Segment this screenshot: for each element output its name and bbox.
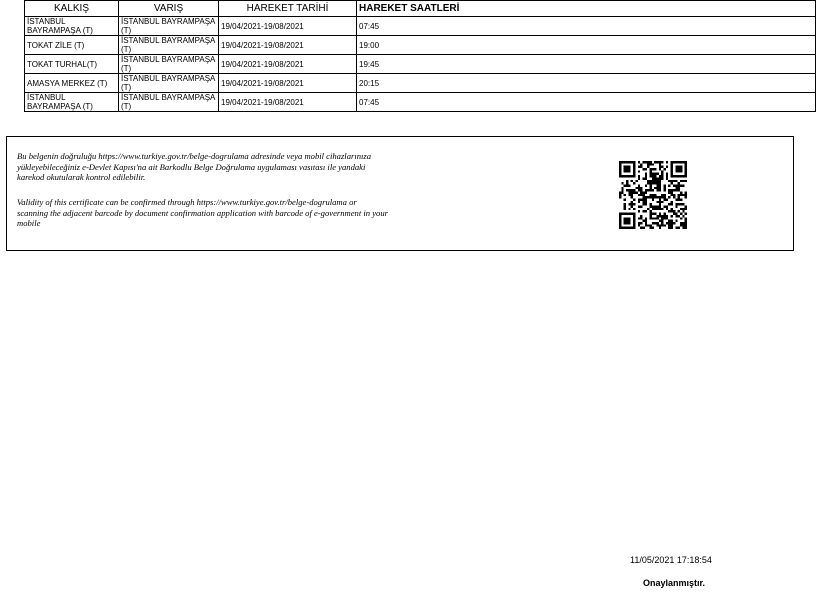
table-row xyxy=(25,36,816,55)
header-arrival: VARIŞ xyxy=(119,1,219,17)
cell-departure: AMASYA MERKEZ (T) xyxy=(25,74,119,93)
document-timestamp: 11/05/2021 17:18:54 xyxy=(630,555,712,565)
table-row xyxy=(25,17,816,36)
cell-time: 07:45 xyxy=(357,17,816,36)
cell-departure: İSTANBUL BAYRAMPAŞA (T) xyxy=(25,93,119,112)
cell-arrival: İSTANBUL BAYRAMPAŞA (T) xyxy=(119,36,219,55)
approval-status: Onaylanmıştır. xyxy=(643,578,706,588)
cell-date: 19/04/2021-19/08/2021 xyxy=(219,74,357,93)
qr-code-icon xyxy=(619,161,687,229)
cell-arrival: İSTANBUL BAYRAMPAŞA (T) xyxy=(119,93,219,112)
cell-date: 19/04/2021-19/08/2021 xyxy=(219,17,357,36)
header-date: HAREKET TARİHİ xyxy=(219,1,357,17)
table-row xyxy=(25,93,816,112)
cell-departure: TOKAT ZİLE (T) xyxy=(25,36,119,55)
cell-date: 19/04/2021-19/08/2021 xyxy=(219,36,357,55)
table-row xyxy=(25,74,816,93)
cell-time: 19:00 xyxy=(357,36,816,55)
cell-arrival: İSTANBUL BAYRAMPAŞA (T) xyxy=(119,17,219,36)
table-header-row xyxy=(25,1,816,17)
cell-time: 19:45 xyxy=(357,55,816,74)
cell-date: 19/04/2021-19/08/2021 xyxy=(219,93,357,112)
cell-departure: İSTANBUL BAYRAMPAŞA (T) xyxy=(25,17,119,36)
cell-time: 20:15 xyxy=(357,74,816,93)
schedule-table xyxy=(24,0,816,112)
table-row xyxy=(25,55,816,74)
verification-text-tr: Bu belgenin doğruluğu https://www.turkiye.gov.tr/belge-dogrulama adresinde veya mobil cihazlarınıza yükleyebileceğiniz e-Devlet Kapısı'na ait Barkodlu Belge Doğrulama uygulaması vasıtası ile yandaki karekod okutularak kontrol edilebilir. xyxy=(17,151,372,182)
header-times: HAREKET SAATLERİ xyxy=(357,1,816,17)
header-departure: KALKIŞ xyxy=(25,1,119,17)
cell-date: 19/04/2021-19/08/2021 xyxy=(219,55,357,74)
cell-arrival: İSTANBUL BAYRAMPAŞA (T) xyxy=(119,55,219,74)
cell-departure: TOKAT TURHAL(T) xyxy=(25,55,119,74)
cell-arrival: İSTANBUL BAYRAMPAŞA (T) xyxy=(119,74,219,93)
verification-text-en: Validity of this certificate can be confirmed through https://www.turkiye.gov.tr/belge-dogrulama or scanning the adjacent barcode by document confirmation application with barcode of e-government in your mobile xyxy=(17,197,388,228)
cell-time: 07:45 xyxy=(357,93,816,112)
verification-box xyxy=(6,136,794,251)
